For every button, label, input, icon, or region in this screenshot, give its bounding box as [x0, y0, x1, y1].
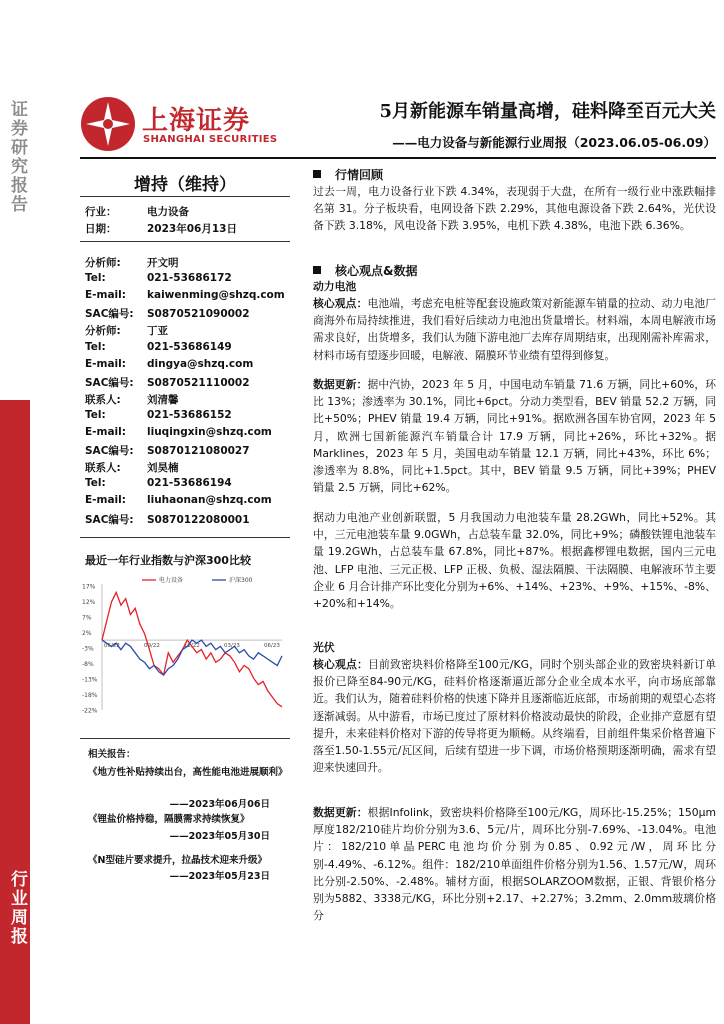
- subsection-pv: 光伏: [313, 641, 335, 654]
- contact-row: [85, 375, 250, 390]
- contact-value: S0870122080001: [147, 513, 250, 526]
- contact-row: [85, 306, 250, 321]
- date-value: 2023年06月13日: [147, 223, 237, 235]
- legend-label: 沪深300: [229, 577, 253, 584]
- legend-label: 电力设备: [159, 577, 184, 584]
- industry-label: 行业：: [85, 206, 117, 218]
- related-label: 相关报告：: [88, 749, 136, 760]
- contact-value: 021-53686152: [147, 408, 232, 421]
- contact-row: [85, 512, 250, 527]
- y-tick-label: -22%: [82, 707, 98, 715]
- y-tick-label: 12%: [82, 599, 96, 606]
- left-divider: [80, 537, 290, 538]
- contact-value: S0870521090002: [147, 308, 250, 321]
- bullet-square-icon: [313, 170, 321, 178]
- industry-row: [85, 204, 189, 219]
- x-tick-label: 12/22: [184, 643, 200, 650]
- subsection-battery: 动力电池: [313, 280, 357, 293]
- brand-name-en: SHANGHAI SECURITIES: [143, 134, 278, 145]
- contact-key: SAC编号:: [85, 445, 134, 458]
- contact-value: S0870521110002: [147, 376, 250, 389]
- chart-title: 最近一年行业指数与沪深300比较: [85, 554, 251, 567]
- contact-key: SAC编号:: [85, 513, 134, 526]
- contact-key: 联系人:: [85, 393, 121, 406]
- pv-core-view: 核心观点：目前致密块料价格降至100元/KG，同时个别头部企业的致密块料新订单报价已降至84-90元/KG，硅料价格逐渐逼近部分企业全成本水平，向市场底部靠近。我们认为，随着硅料价格的快速下降并且逐渐临近底部，市场前期的观望心态将逐渐减弱。从中游看，市场已度过了原材料价格波动最快的阶段，企业排产意愿有望提升，未来硅料价格对下游的传导将更为顺畅。从终端看，目前组件集采价格普遍下落至1.50-1.55元/瓦区间，后续有望进一步下调，市场价格预期逐渐明确，需求有望迎来快速回升。: [313, 658, 716, 775]
- brand-name-cn: 上海证券: [142, 106, 251, 136]
- contact-key: Tel:: [85, 408, 106, 421]
- contact-key: E-mail:: [85, 494, 126, 507]
- pv-data-update: 数据更新：根据Infolink，致密块料价格降至100元/KG，周环比-15.25%；150μm厚度182/210硅片均价分别为3.6、5元/片，周环比分别-7.69%、-13.04%。电池片：182/210单晶PERC电池均价分别为0.85、0.92元/W，周环比分别-4.49%、-6.12%。组件：182/210单面组件价格分别为1.56、1.57元/W，周环比分别-2.50%、-2.48%。辅材方面，根据SOLARZOOM数据，正银、背银价格分别为5882、3338元/KG，环比分别+2.17、+2.27%；3.2mm、2.0mm玻璃价格分: [313, 806, 717, 923]
- x-tick-label: 06/23: [264, 643, 280, 650]
- contact-value[interactable]: liuhaonan@shzq.com: [147, 494, 272, 507]
- y-tick-label: 7%: [82, 614, 92, 622]
- contact-key: SAC编号:: [85, 376, 134, 389]
- left-divider: [80, 196, 290, 197]
- contact-key: 分析师:: [85, 257, 121, 269]
- contact-key: E-mail:: [85, 426, 126, 438]
- contact-row: [85, 272, 232, 284]
- y-tick-label: -18%: [82, 692, 98, 699]
- y-tick-label: 17%: [82, 583, 96, 591]
- contact-key: 联系人:: [85, 462, 121, 475]
- contact-key: 分析师:: [85, 325, 121, 338]
- side-band-top: [0, 0, 30, 400]
- battery-installation-data: 据动力电池产业创新联盟，5 月我国动力电池装车量 28.2GWh，同比+52%。其中，三元电池装车量 9.0GWh，占总装车量 32.0%，同比+9%；磷酸铁锂电池装车量 19.2GWh，占总装车量 67.8%，同比+87%。根据鑫椤锂电数据，国内三元电池、LFP 电池、三元正极、LFP 正极、负极、湿法隔膜、干法隔膜、电解液环节主要企业 6 月合计排产环比变化分别为+6%、+14%、+23%、+9%、+15%、-8%、+20%和+14%。: [313, 511, 716, 611]
- contact-value: S0870121080027: [147, 445, 250, 458]
- section-core-views: 核心观点&数据: [313, 262, 417, 279]
- contact-value: 刘昊楠: [147, 462, 179, 475]
- related-report-title[interactable]: 《地方性补贴持续出台，高性能电池进展顺利》: [88, 767, 288, 778]
- contact-key: Tel:: [85, 272, 106, 285]
- related-report-title[interactable]: 《锂盐价格持稳，隔膜需求持续恢复》: [88, 814, 250, 825]
- contact-row: [85, 460, 179, 475]
- related-report-date: ——2023年05月23日: [169, 871, 270, 882]
- contact-row: [85, 341, 232, 353]
- related-report-date: ——2023年06月06日: [169, 799, 270, 810]
- contact-row: [85, 477, 232, 489]
- contact-row: [85, 358, 253, 370]
- y-tick-label: -8%: [82, 661, 94, 668]
- left-divider: [80, 241, 290, 242]
- contact-value[interactable]: dingya@shzq.com: [147, 357, 254, 370]
- contact-key: E-mail:: [85, 357, 126, 370]
- y-tick-label: 2%: [82, 630, 92, 637]
- contact-value: 开文明: [147, 257, 179, 269]
- contact-value: 021-53686194: [147, 477, 232, 490]
- y-tick-label: -3%: [82, 645, 94, 653]
- contact-row: [85, 443, 250, 458]
- brand-logo-icon: [80, 96, 136, 152]
- side-label-top: 证券研究报告: [7, 100, 27, 214]
- bullet-square-icon: [313, 266, 321, 274]
- contact-value[interactable]: kaiwenming@shzq.com: [147, 289, 285, 302]
- x-tick-label: 03/23: [224, 643, 240, 650]
- contact-key: Tel:: [85, 477, 106, 490]
- contact-row: [85, 392, 179, 407]
- contact-value: 021-53686149: [147, 340, 232, 353]
- battery-data-update: 数据更新：据中汽协，2023 年 5 月，中国电动车销量 71.6 万辆，同比+60%，环比 13%；渗透率为 30.1%，同比+6pct。分动力类型看，BEV 销量 52.2 万辆，同比+50%；PHEV 销量 19.4 万辆，同比+91%。据欧洲各国车协官网，2023 年 5 月，欧洲七国新能源汽车销量合计 17.9 万辆，同比+26%，环比+32%。据 Marklines，2023 年 5 月，美国电动车销量 12.1 万辆，同比+43%，环比 6%；渗透率为 8.8%，同比+1.5pct。其中，BEV 销量 9.5 万辆，同比+39%；PHEV 销量 2.5 万辆，同比+62%。: [313, 378, 716, 495]
- index-comparison-chart: [82, 572, 288, 722]
- contact-row: [85, 323, 168, 338]
- header-divider: [80, 157, 716, 159]
- contact-row: [85, 289, 285, 301]
- x-tick-label: 06/22: [104, 643, 120, 650]
- battery-core-view: 核心观点：电池端，考虑充电桩等配套设施政策对新能源车销量的拉动、动力电池厂商海外布局持续推进，我们看好后续动力电池出货量增长。材料端，本周电解液市场需求良好，出货增多，我们认为随下游电池厂去库存周期结束，出现刚需补库需求，材料市场有望逐步回暖，电解液、隔膜环节业绩有望得到修复。: [313, 297, 717, 362]
- contact-value: 刘清馨: [147, 393, 179, 406]
- y-tick-label: -13%: [82, 676, 98, 684]
- rating: 增持（维持）: [134, 175, 236, 195]
- industry-value: 电力设备: [147, 206, 189, 218]
- left-divider: [80, 738, 290, 739]
- report-title: 5月新能源车销量高增，硅料降至百元大关: [379, 101, 716, 122]
- contact-key: Tel:: [85, 340, 106, 353]
- side-label-red: 行业周报: [7, 870, 27, 946]
- x-tick-label: 09/22: [144, 643, 160, 650]
- contact-row: [85, 494, 272, 506]
- contact-value: 丁亚: [147, 325, 168, 338]
- contact-row: [85, 255, 179, 270]
- side-band-red: [0, 400, 30, 1024]
- report-subtitle: ——电力设备与新能源行业周报（2023.06.05-06.09）: [392, 135, 716, 150]
- contact-key: E-mail:: [85, 289, 126, 302]
- related-report-title[interactable]: 《N型硅片要求提升，拉晶技术迎来升级》: [88, 855, 267, 866]
- contact-value[interactable]: liuqingxin@shzq.com: [147, 426, 272, 438]
- date-row: [85, 221, 237, 236]
- contact-key: SAC编号:: [85, 308, 134, 321]
- contact-row: [85, 409, 232, 421]
- contact-value: 021-53686172: [147, 272, 232, 285]
- date-label: 日期：: [85, 223, 117, 235]
- market-review-text: 过去一周，电力设备行业下跌 4.34%，表现弱于大盘，在所有一级行业中涨跌幅排名第 31。分子板块看，电网设备下跌 2.29%，其他电源设备下跌 2.64%，光伏设备下跌 3.18%，风电设备下跌 3.95%，电机下跌 4.38%，电池下跌 6.36%。: [313, 185, 716, 233]
- series-line-industry: [102, 592, 282, 706]
- related-report-date: ——2023年05月30日: [169, 831, 270, 842]
- contact-row: [85, 426, 272, 438]
- section-market-review: 行情回顾: [313, 166, 383, 183]
